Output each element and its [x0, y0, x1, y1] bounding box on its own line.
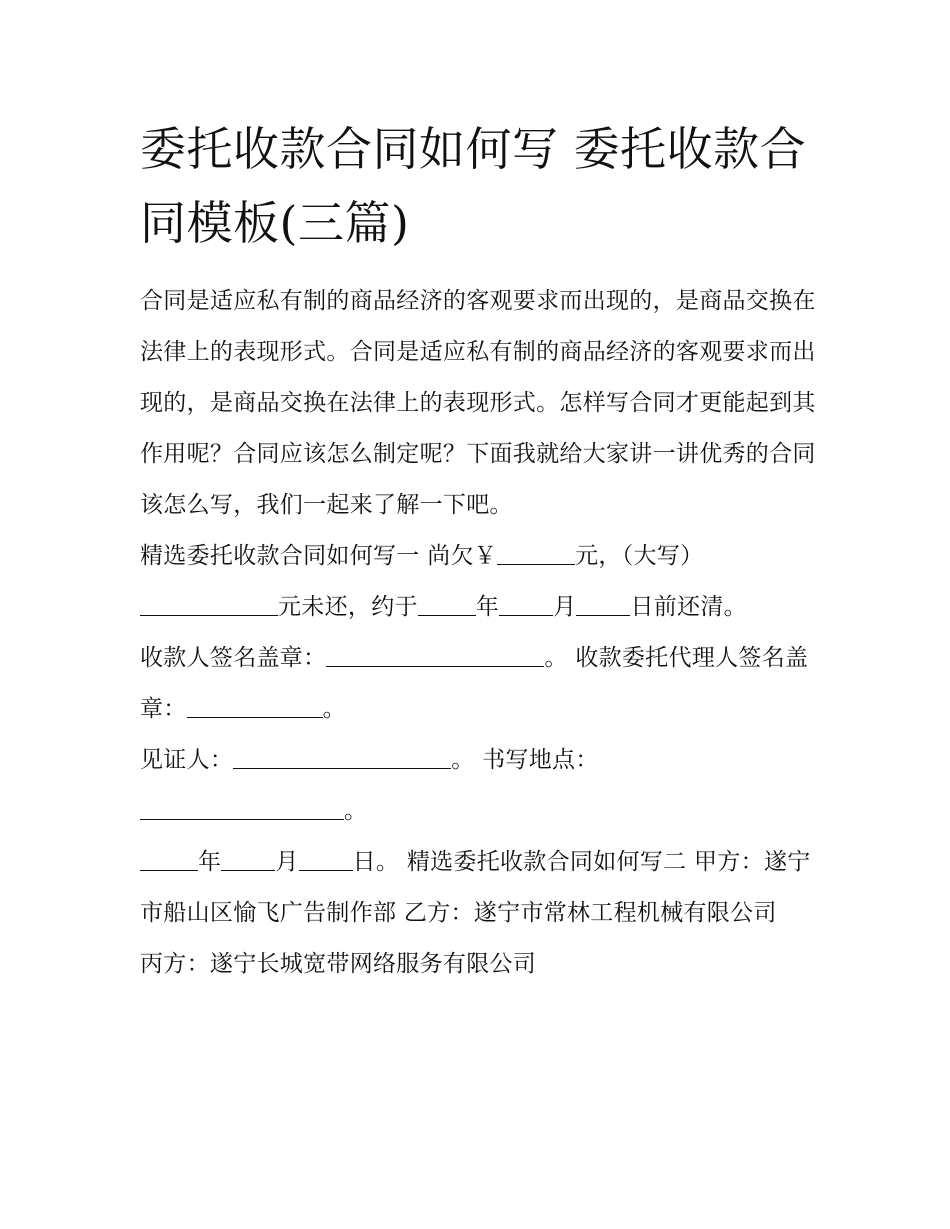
year-label: 年 — [475, 594, 500, 620]
witness-blank[interactable] — [233, 746, 451, 769]
place-label: 。 书写地点： — [451, 747, 599, 773]
intro-paragraph: 合同是适应私有制的商品经济的客观要求而出现的，是商品交换在法律上的表现形式。合同是适应私有制的商品经济的客观要求而出现的，是商品交换在法律上的表现形式。怎样写合同才更能起到其作用呢？合同应该怎么制定呢？下面我就给大家讲一讲优秀的合同该怎么写，我们一起来了解一下吧。 — [140, 288, 816, 518]
date-year-label: 年 — [198, 849, 222, 875]
amount-daxie-blank[interactable] — [140, 593, 278, 616]
daxie-label: 元，（大写） — [575, 543, 704, 569]
place-end: 。 — [344, 798, 368, 824]
date-day-blank[interactable] — [299, 848, 353, 871]
payee-label: 收款人签名盖章： — [140, 645, 327, 671]
date-day-parties: 日。 精选委托收款合同如何写二 甲方：遂宁市船山区愉飞广告制作部 乙方：遂宁市常林工程机械有限公司 — [140, 849, 811, 926]
witness-label: 见证人： — [140, 747, 234, 773]
agent-label: 。 收款委托代理人签名盖章： — [140, 645, 809, 722]
section1-lead: 精选委托收款合同如何写一 尚欠￥ — [140, 543, 498, 569]
year-blank[interactable] — [418, 593, 476, 616]
amount-blank[interactable] — [497, 542, 575, 565]
witness-paragraph — [140, 735, 820, 837]
payee-signature-blank[interactable] — [326, 644, 544, 667]
date-month-blank[interactable] — [221, 848, 275, 871]
date-year-blank[interactable] — [140, 848, 198, 871]
agent-end: 。 — [322, 696, 346, 722]
day-label: 日前还清。 — [630, 594, 747, 620]
date-paragraph — [140, 837, 820, 939]
weihuan-text: 元未还，约于 — [278, 594, 418, 620]
payee-paragraph — [140, 633, 820, 735]
place-blank[interactable] — [140, 797, 344, 820]
section1-paragraph — [140, 531, 820, 633]
document-page — [140, 112, 820, 990]
document-title: 委托收款合同如何写 委托收款合同模板(三篇) — [140, 122, 807, 250]
agent-signature-blank[interactable] — [187, 695, 323, 718]
date-month-label: 月 — [275, 849, 299, 875]
month-label: 月 — [553, 594, 577, 620]
party-c-paragraph: 丙方：遂宁长城宽带网络服务有限公司 — [140, 951, 537, 977]
month-blank[interactable] — [499, 593, 553, 616]
day-blank[interactable] — [576, 593, 630, 616]
